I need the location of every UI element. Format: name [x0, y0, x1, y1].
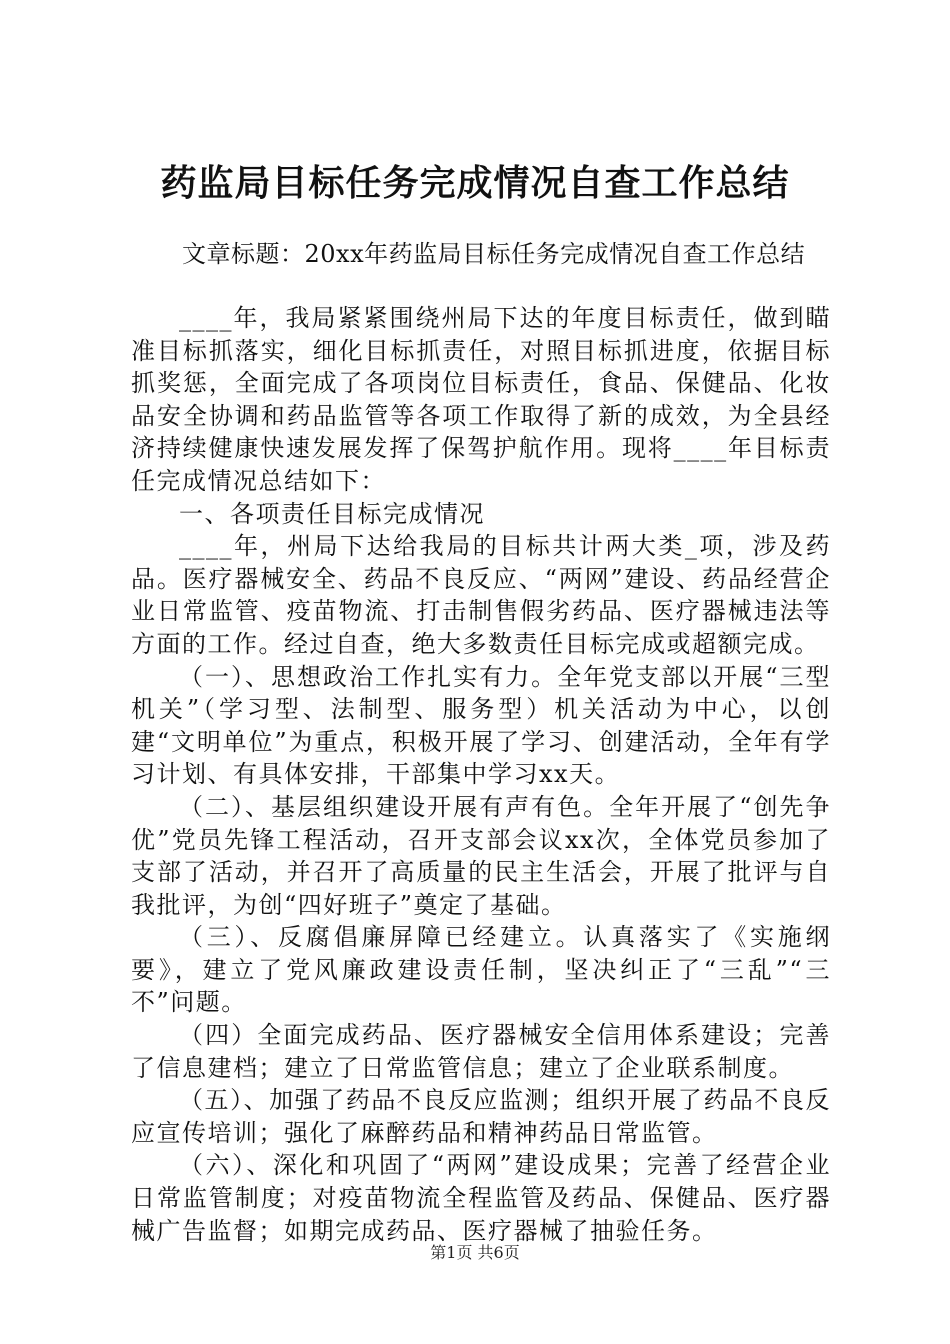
page-number-footer: 第1页 共6页: [430, 1243, 520, 1262]
paragraph-item-1: （一）、思想政治工作扎实有力。全年党支部以开展“三型机关”（学习型、法制型、服务型）机关活动为中心，以创建“文明单位”为重点，积极开展了学习、创建活动，全年有学习计划、有具体安排，干部集中学习xx天。: [131, 662, 831, 789]
paragraph-item-3: （三）、反腐倡廉屏障已经建立。认真落实了《实施纲要》，建立了党风廉政建设责任制，坚决纠正了“三乱”“三不”问题。: [131, 923, 831, 1017]
document-body: [131, 302, 831, 1247]
document-title: 药监局目标任务完成情况自查工作总结: [160, 162, 790, 204]
paragraph-intro: ____年，我局紧紧围绕州局下达的年度目标责任，做到瞄准目标抓落实，细化目标抓责任，对照目标抓进度，依据目标抓奖惩，全面完成了各项岗位目标责任，食品、保健品、化妆品安全协调和药品监管等各项工作取得了新的成效，为全县经济持续健康快速发展发挥了保驾护航作用。现将____年目标责任完成情况总结如下：: [131, 304, 831, 495]
paragraph-item-5: （五）、加强了药品不良反应监测；组织开展了药品不良反应宣传培训；强化了麻醉药品和精神药品日常监管。: [131, 1086, 831, 1147]
paragraph-item-2: （二）、基层组织建设开展有声有色。全年开展了“创先争优”党员先锋工程活动，召开支部会议xx次，全体党员参加了支部了活动，并召开了高质量的民主生活会，开展了批评与自我批评，为创“四好班子”奠定了基础。: [131, 792, 831, 919]
paragraph-item-6: （六）、深化和巩固了“两网”建设成果；完善了经营企业日常监管制度；对疫苗物流全程监管及药品、保健品、医疗器械广告监督；如期完成药品、医疗器械了抽验任务。: [131, 1151, 831, 1245]
paragraph-item-4: （四）全面完成药品、医疗器械安全信用体系建设；完善了信息建档；建立了日常监管信息；建立了企业联系制度。: [131, 1021, 831, 1082]
article-subtitle: 文章标题：20xx年药监局目标任务完成情况自查工作总结: [182, 240, 806, 268]
section-heading: 一、各项责任目标完成情况: [179, 499, 485, 528]
paragraph-targets: ____年，州局下达给我局的目标共计两大类_项，涉及药品。医疗器械安全、药品不良反应、“两网”建设、药品经营企业日常监管、疫苗物流、打击制售假劣药品、医疗器械违法等方面的工作。经过自查，绝大多数责任目标完成或超额完成。: [131, 532, 831, 658]
